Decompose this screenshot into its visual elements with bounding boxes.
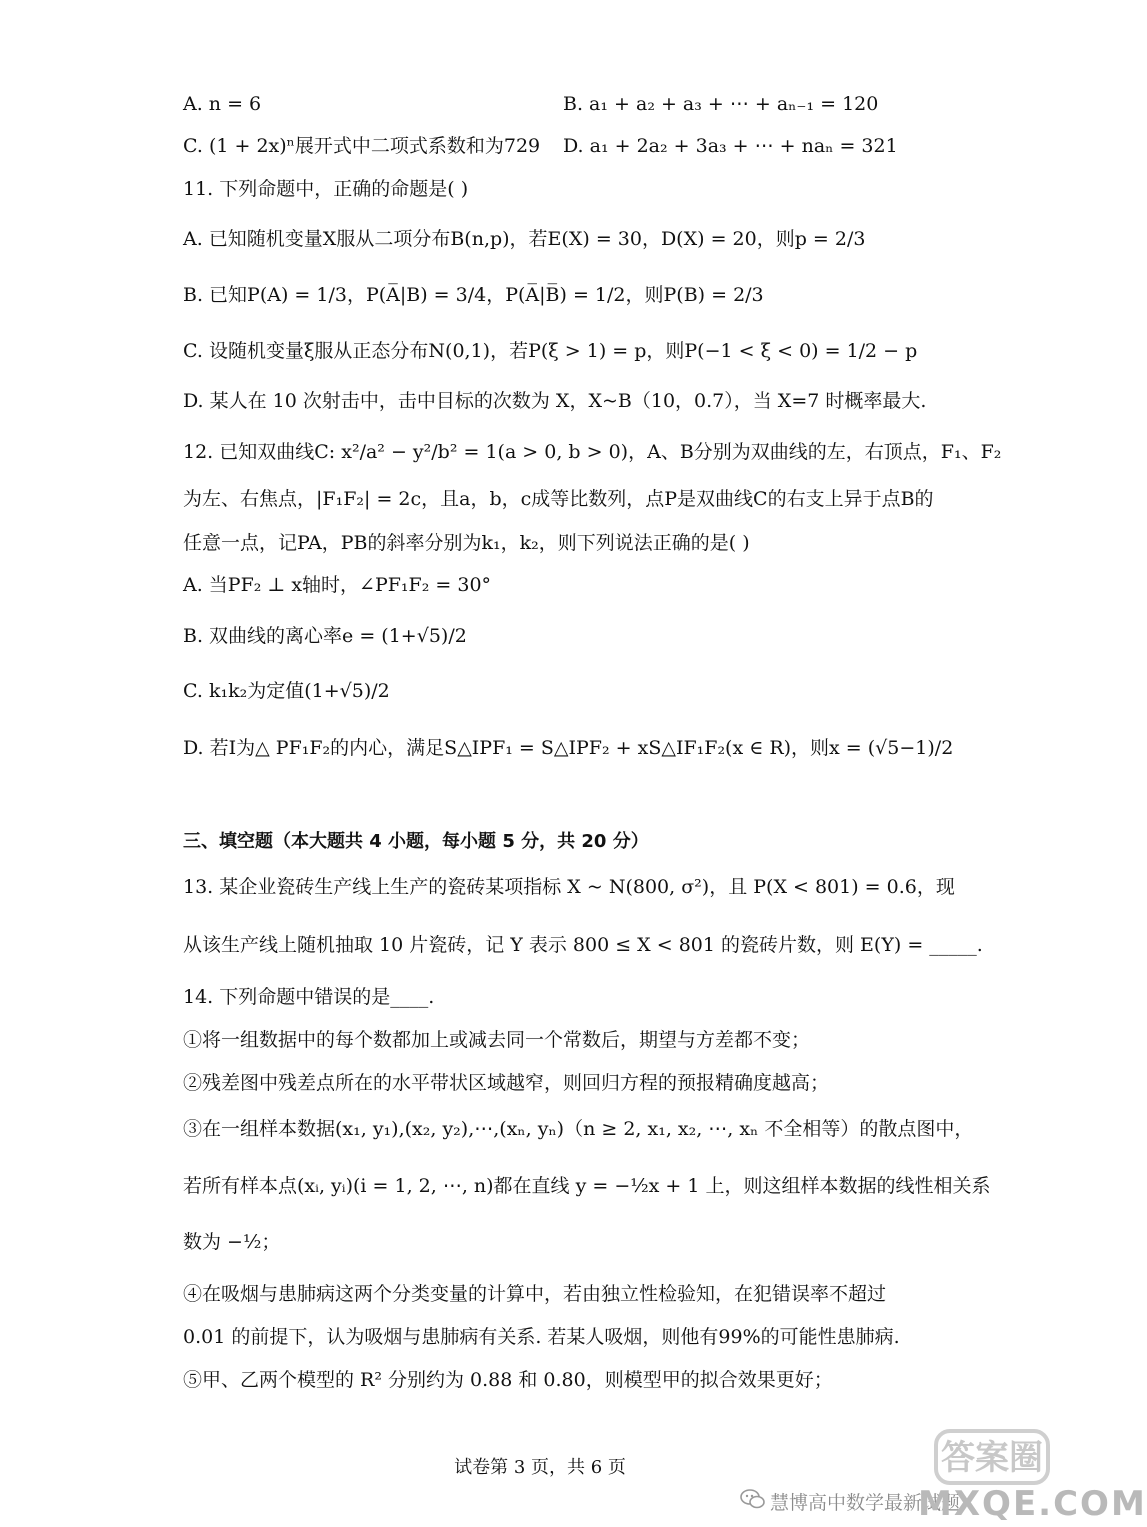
q14-statement-5: ⑤甲、乙两个模型的 R² 分别约为 0.88 和 0.80，则模型甲的拟合效果更好； xyxy=(183,1369,833,1391)
q14-statement-4-line1: ④在吸烟与患肺病这两个分类变量的计算中，若由独立性检验知，在犯错误率不超过 xyxy=(183,1283,887,1305)
q14-statement-3-line3: 数为 −½； xyxy=(183,1231,281,1253)
svg-text:答案圈: 答案圈 xyxy=(941,1438,1043,1478)
q11-stem: 11. 下列命题中，正确的命题是( ) xyxy=(183,178,469,200)
q12-option-b: B. 双曲线的离心率e = (1+√5)/2 xyxy=(183,625,467,647)
q14-stem: 14. 下列命题中错误的是____. xyxy=(183,986,435,1008)
q14-statement-3-line2: 若所有样本点(xᵢ, yᵢ)(i = 1, 2, ⋯, n)都在直线 y = −½x + 1 上，则这组样本数据的线性相关系 xyxy=(183,1175,991,1197)
q12-option-d: D. 若I为△ PF₁F₂的内心，满足S△IPF₁ = S△IPF₂ + xS△IF₁F₂(x ∈ R)，则x = (√5−1)/2 xyxy=(183,737,954,759)
q12-stem-line1: 12. 已知双曲线C: x²/a² − y²/b² = 1(a > 0, b > 0)，A、B分别为双曲线的左，右顶点，F₁、F₂ xyxy=(183,441,1002,463)
watermark-channel-name: 慧博高中数学最新试题 xyxy=(770,1492,961,1514)
section-title-fill-in: 三、填空题（本大题共 4 小题，每小题 5 分，共 20 分） xyxy=(183,831,649,852)
q11-option-d: D. 某人在 10 次射击中，击中目标的次数为 X，X~B（10，0.7），当 X=7 时概率最大. xyxy=(183,390,927,412)
q13-line2: 从该生产线上随机抽取 10 片瓷砖，记 Y 表示 800 ≤ X < 801 的瓷砖片数，则 E(Y) = _____. xyxy=(183,934,983,956)
q10-option-d: D. a₁ + 2a₂ + 3a₃ + ⋯ + naₙ = 321 xyxy=(563,135,898,157)
q11-option-b: B. 已知P(A) = 1/3，P(A̅|B) = 3/4，P(A̅|B̅) = 1/2，则P(B) = 2/3 xyxy=(183,284,764,306)
q14-statement-2: ②残差图中残差点所在的水平带状区域越窄，则回归方程的预报精确度越高； xyxy=(183,1072,830,1094)
q13-line1: 13. 某企业瓷砖生产线上生产的瓷砖某项指标 X ~ N(800, σ²)，且 P(X < 801) = 0.6，现 xyxy=(183,876,955,898)
q12-option-a: A. 当PF₂ ⊥ x轴时，∠PF₁F₂ = 30° xyxy=(183,574,492,596)
q14-statement-4-line2: 0.01 的前提下，认为吸烟与患肺病有关系. 若某人吸烟，则他有99%的可能性患肺病. xyxy=(183,1326,900,1348)
wechat-icon xyxy=(740,1486,766,1512)
watermark-logo xyxy=(932,1425,1052,1489)
page-footer: 试卷第 3 页，共 6 页 xyxy=(454,1457,626,1478)
watermark-site: MXQE.COM xyxy=(918,1484,1147,1524)
q11-option-a: A. 已知随机变量X服从二项分布B(n,p)，若E(X) = 30，D(X) = 20，则p = 2/3 xyxy=(183,228,866,250)
q12-stem-line2: 为左、右焦点，|F₁F₂| = 2c，且a，b，c成等比数列，点P是双曲线C的右支上异于点B的 xyxy=(183,488,934,510)
q14-statement-1: ①将一组数据中的每个数都加上或减去同一个常数后，期望与方差都不变； xyxy=(183,1029,811,1051)
q10-option-b: B. a₁ + a₂ + a₃ + ⋯ + aₙ₋₁ = 120 xyxy=(563,93,879,115)
q11-option-c: C. 设随机变量ξ服从正态分布N(0,1)，若P(ξ > 1) = p，则P(−1 < ξ < 0) = 1/2 − p xyxy=(183,340,918,362)
q10-option-c: C. (1 + 2x)ⁿ展开式中二项式系数和为729 xyxy=(183,135,541,157)
q12-stem-line3: 任意一点，记PA，PB的斜率分别为k₁，k₂，则下列说法正确的是( ) xyxy=(183,532,750,554)
q12-option-c: C. k₁k₂为定值(1+√5)/2 xyxy=(183,680,390,702)
q10-option-a: A. n = 6 xyxy=(183,93,262,115)
q14-statement-3-line1: ③在一组样本数据(x₁, y₁),(x₂, y₂),⋯,(xₙ, yₙ)（n ≥ 2, x₁, x₂, ⋯, xₙ 不全相等）的散点图中， xyxy=(183,1118,974,1140)
